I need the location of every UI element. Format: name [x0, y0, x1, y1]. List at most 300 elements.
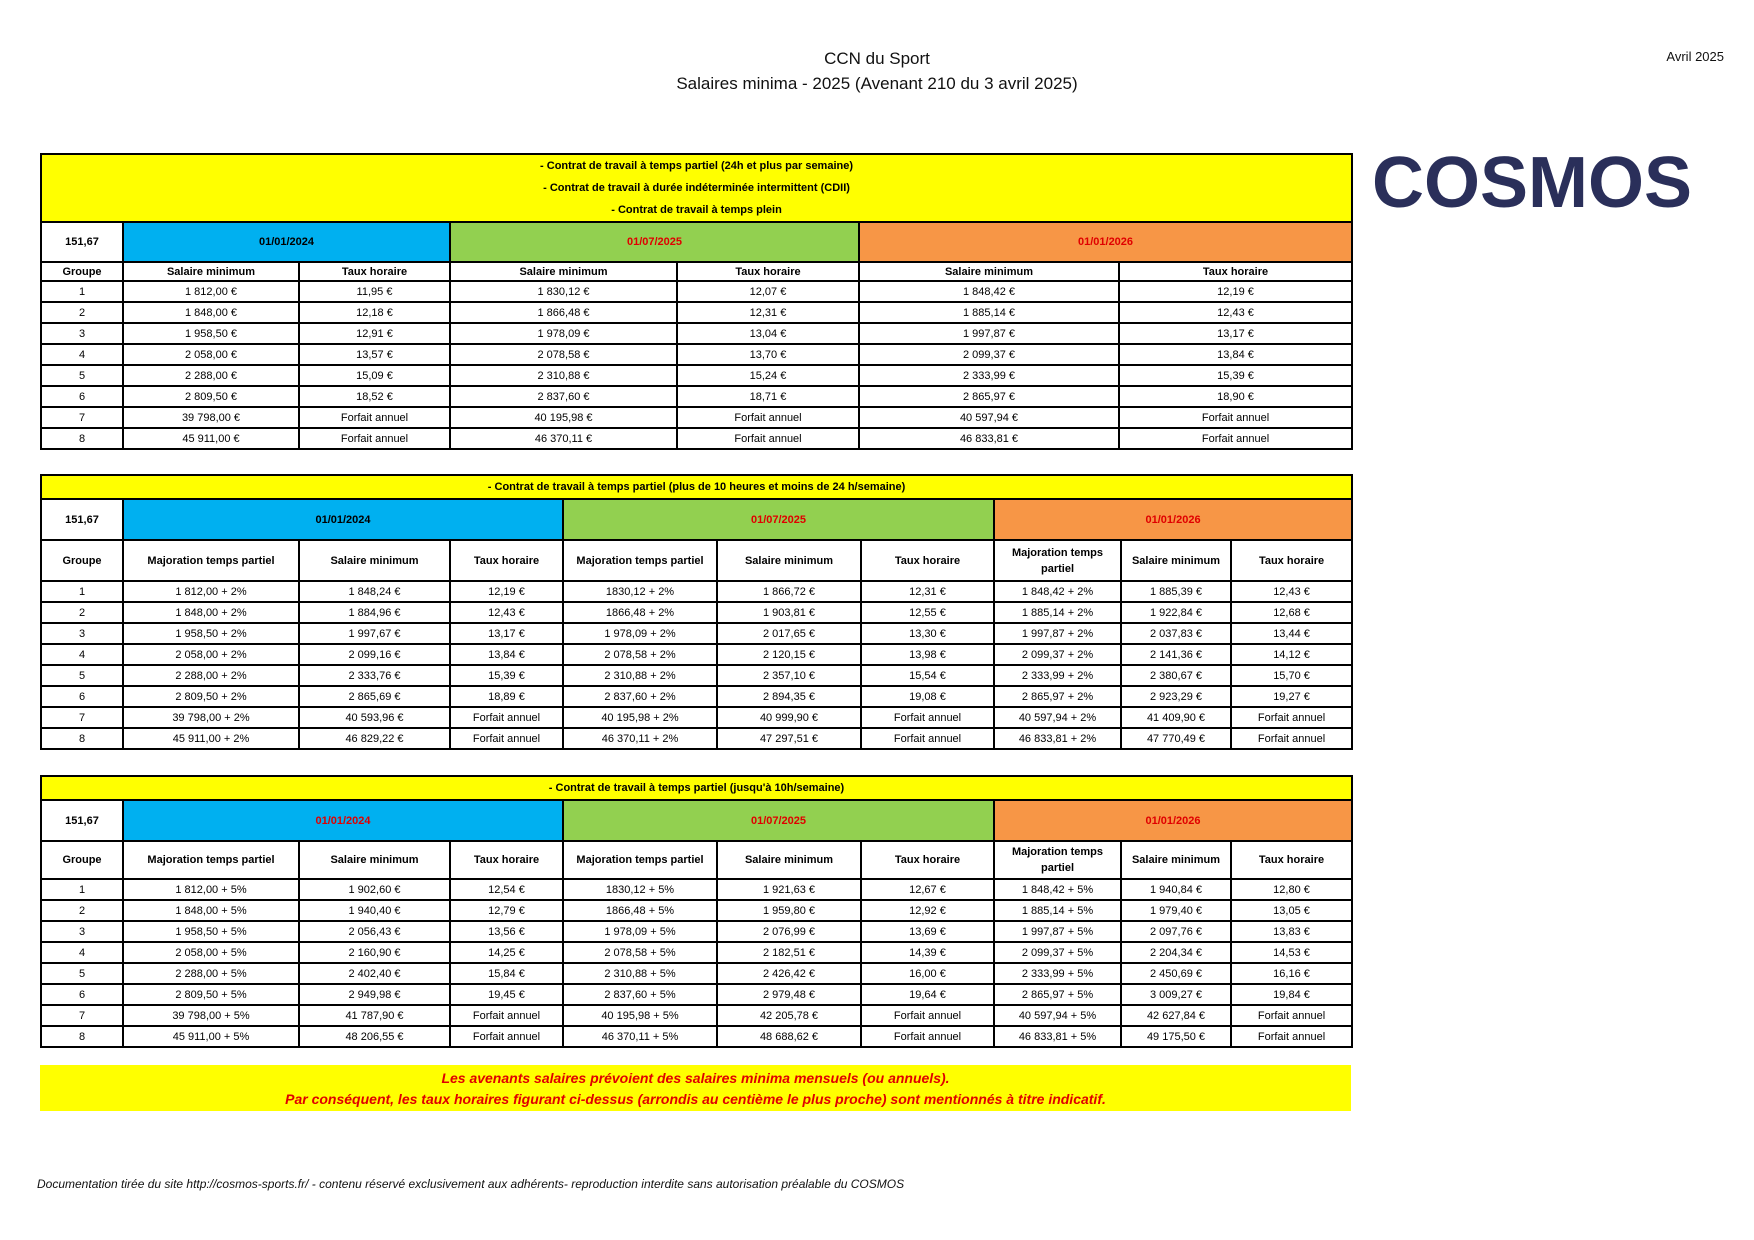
table-row [41, 602, 1352, 623]
table-cell: 2 288,00 + 2% [123, 665, 299, 686]
table-cell: 1 959,80 € [717, 900, 861, 921]
table-cell: 13,17 € [1119, 323, 1352, 344]
table-row [41, 879, 1352, 900]
table3-title-band: - Contrat de travail à temps partiel (jusqu'à 10h/semaine) [41, 776, 1352, 800]
table-cell: 2 204,34 € [1121, 942, 1231, 963]
table-cell: 12,92 € [861, 900, 994, 921]
table-cell: 12,19 € [1119, 281, 1352, 302]
table-cell: 1 848,42 € [859, 281, 1119, 302]
table-cell: 2 426,42 € [717, 963, 861, 984]
table-cell: 2 333,76 € [299, 665, 450, 686]
table-cell: 41 787,90 € [299, 1005, 450, 1026]
table-cell: 3 [41, 921, 123, 942]
table-cell: 2 288,00 + 5% [123, 963, 299, 984]
table2-title-band: - Contrat de travail à temps partiel (plus de 10 heures et moins de 24 h/semaine) [41, 475, 1352, 499]
table-cell: 2 017,65 € [717, 623, 861, 644]
table-cell: 1 866,72 € [717, 581, 861, 602]
table-cell: Forfait annuel [861, 1005, 994, 1026]
band-line: - Contrat de travail à temps plein [611, 204, 782, 216]
table-cell: 2 402,40 € [299, 963, 450, 984]
table-cell: 48 688,62 € [717, 1026, 861, 1047]
table-cell: 1 885,39 € [1121, 581, 1231, 602]
table-cell: 2 809,50 + 2% [123, 686, 299, 707]
table-cell: 40 597,94 + 2% [994, 707, 1121, 728]
footer-text: Documentation tirée du site http://cosmos-sports.fr/ - contenu réservé exclusivement aux adhérents- reproduction interdite sans autorisation préalable du COSMOS [37, 1177, 905, 1191]
table-cell: 2 076,99 € [717, 921, 861, 942]
table-cell: 48 206,55 € [299, 1026, 450, 1047]
table-cell: 12,43 € [1231, 581, 1352, 602]
table-cell: 12,43 € [450, 602, 563, 623]
disclaimer-note [40, 1065, 1351, 1111]
table-cell: 2 099,37 + 5% [994, 942, 1121, 963]
table-row [41, 623, 1352, 644]
table-cell: 1 903,81 € [717, 602, 861, 623]
date-2025: 01/07/2025 [563, 800, 994, 841]
table-cell: 13,83 € [1231, 921, 1352, 942]
table-cell: 15,84 € [450, 963, 563, 984]
column-header: Groupe [41, 841, 123, 879]
column-header: Taux horaire [1119, 262, 1352, 281]
table-row [41, 1026, 1352, 1047]
table-cell: 15,39 € [450, 665, 563, 686]
column-header: Taux horaire [450, 841, 563, 879]
table-cell: 2 099,16 € [299, 644, 450, 665]
table-cell: 14,39 € [861, 942, 994, 963]
table-cell: 40 195,98 + 5% [563, 1005, 717, 1026]
table-cell: 2 894,35 € [717, 686, 861, 707]
table-cell: 46 370,11 + 2% [563, 728, 717, 749]
table-cell: 1 997,87 € [859, 323, 1119, 344]
column-header: Majoration temps partiel [563, 841, 717, 879]
cosmos-logo [1372, 150, 1718, 216]
column-header: Salaire minimum [450, 262, 677, 281]
date-2026: 01/01/2026 [994, 499, 1352, 540]
table2-body [41, 581, 1352, 749]
column-header: Groupe [41, 262, 123, 281]
salary-table-full-time [40, 153, 1353, 450]
table-cell: 1 866,48 € [450, 302, 677, 323]
table-cell: 2 310,88 + 5% [563, 963, 717, 984]
table-cell: 2 160,90 € [299, 942, 450, 963]
table-cell: 18,71 € [677, 386, 859, 407]
table-cell: 8 [41, 1026, 123, 1047]
table-cell: 13,57 € [299, 344, 450, 365]
table-cell: 12,67 € [861, 879, 994, 900]
table-cell: 40 195,98 + 2% [563, 707, 717, 728]
table-cell: 13,44 € [1231, 623, 1352, 644]
column-header: Majoration temps partiel [563, 540, 717, 581]
table-cell: 2 865,97 + 2% [994, 686, 1121, 707]
table-cell: 2 949,98 € [299, 984, 450, 1005]
table-cell: 12,91 € [299, 323, 450, 344]
table-cell: 1 885,14 + 2% [994, 602, 1121, 623]
table-cell: 2 333,99 + 5% [994, 963, 1121, 984]
table-row [41, 984, 1352, 1005]
table-cell: 1 848,00 € [123, 302, 299, 323]
table-cell: 2 037,83 € [1121, 623, 1231, 644]
table-cell: 4 [41, 344, 123, 365]
table-cell: 15,09 € [299, 365, 450, 386]
table-cell: 2 078,58 € [450, 344, 677, 365]
table-cell: 1 [41, 281, 123, 302]
table-cell: 2 120,15 € [717, 644, 861, 665]
table-cell: Forfait annuel [677, 428, 859, 449]
table-cell: 1 885,14 + 5% [994, 900, 1121, 921]
band-line: - Contrat de travail à temps partiel (24h et plus par semaine) [540, 160, 854, 172]
table-row [41, 386, 1352, 407]
table-row [41, 581, 1352, 602]
table-cell: 49 175,50 € [1121, 1026, 1231, 1047]
date-2024: 01/01/2024 [123, 800, 563, 841]
table-cell: 13,05 € [1231, 900, 1352, 921]
table-cell: 46 370,11 € [450, 428, 677, 449]
table-cell: Forfait annuel [1231, 1005, 1352, 1026]
table-cell: 1 997,87 + 2% [994, 623, 1121, 644]
table-cell: 1866,48 + 5% [563, 900, 717, 921]
table-cell: 15,70 € [1231, 665, 1352, 686]
table-cell: 13,30 € [861, 623, 994, 644]
table-cell: 2 099,37 + 2% [994, 644, 1121, 665]
table-cell: 5 [41, 365, 123, 386]
column-header: Salaire minimum [717, 540, 861, 581]
table-cell: 46 833,81 + 2% [994, 728, 1121, 749]
table-cell: 1 848,00 + 2% [123, 602, 299, 623]
table-cell: 12,43 € [1119, 302, 1352, 323]
table-cell: 16,00 € [861, 963, 994, 984]
table-cell: 12,18 € [299, 302, 450, 323]
column-header: Taux horaire [861, 540, 994, 581]
table-cell: 1 958,50 € [123, 323, 299, 344]
table-cell: 2 099,37 € [859, 344, 1119, 365]
table-row [41, 644, 1352, 665]
table-cell: Forfait annuel [677, 407, 859, 428]
column-header: Salaire minimum [299, 540, 450, 581]
table-cell: 15,54 € [861, 665, 994, 686]
table-cell: 2 979,48 € [717, 984, 861, 1005]
table-cell: 2 310,88 + 2% [563, 665, 717, 686]
table-row [41, 281, 1352, 302]
table-cell: Forfait annuel [299, 428, 450, 449]
table-row [41, 323, 1352, 344]
table-cell: 42 205,78 € [717, 1005, 861, 1026]
table-cell: 14,12 € [1231, 644, 1352, 665]
column-header: Salaire minimum [859, 262, 1119, 281]
document-subtitle: Salaires minima - 2025 (Avenant 210 du 3 avril 2025) [676, 74, 1078, 93]
table-cell: 1 997,67 € [299, 623, 450, 644]
table-row [41, 707, 1352, 728]
column-header: Salaire minimum [1121, 540, 1231, 581]
table-cell: 45 911,00 + 2% [123, 728, 299, 749]
table-cell: 2 141,36 € [1121, 644, 1231, 665]
table-cell: 12,55 € [861, 602, 994, 623]
table-cell: 2 450,69 € [1121, 963, 1231, 984]
table-cell: 1 997,87 + 5% [994, 921, 1121, 942]
table-cell: 1 884,96 € [299, 602, 450, 623]
table-cell: 1 940,40 € [299, 900, 450, 921]
table-cell: Forfait annuel [1119, 407, 1352, 428]
table1-title-band [41, 154, 1352, 222]
table-cell: 4 [41, 644, 123, 665]
table-row [41, 407, 1352, 428]
table-cell: 39 798,00 € [123, 407, 299, 428]
table-cell: 46 370,11 + 5% [563, 1026, 717, 1047]
date-2026: 01/01/2026 [994, 800, 1352, 841]
table-row [41, 428, 1352, 449]
table-cell: Forfait annuel [1119, 428, 1352, 449]
table-cell: 1 [41, 581, 123, 602]
column-header: Majoration temps partiel [123, 841, 299, 879]
salary-table-part-time-10-24h [40, 474, 1353, 750]
hours-cell: 151,67 [41, 800, 123, 841]
table-cell: 1 848,24 € [299, 581, 450, 602]
column-header: Taux horaire [1231, 540, 1352, 581]
table-cell: 39 798,00 + 2% [123, 707, 299, 728]
table-cell: 12,19 € [450, 581, 563, 602]
table-cell: 19,84 € [1231, 984, 1352, 1005]
table-cell: 2 078,58 + 5% [563, 942, 717, 963]
table-cell: 40 195,98 € [450, 407, 677, 428]
table-cell: 2 056,43 € [299, 921, 450, 942]
table-cell: Forfait annuel [450, 707, 563, 728]
table-cell: 1 [41, 879, 123, 900]
table-cell: Forfait annuel [861, 1026, 994, 1047]
table-cell: 2 333,99 € [859, 365, 1119, 386]
table-cell: 1 922,84 € [1121, 602, 1231, 623]
table-cell: 1 958,50 + 2% [123, 623, 299, 644]
table-cell: 3 [41, 623, 123, 644]
table-cell: 2 837,60 + 5% [563, 984, 717, 1005]
table-cell: 2 058,00 + 2% [123, 644, 299, 665]
table-cell: 1 979,40 € [1121, 900, 1231, 921]
table-cell: 1 848,42 + 5% [994, 879, 1121, 900]
column-header: Salaire minimum [1121, 841, 1231, 879]
column-header: Taux horaire [450, 540, 563, 581]
table-cell: 40 597,94 + 5% [994, 1005, 1121, 1026]
table-cell: 1830,12 + 5% [563, 879, 717, 900]
table-row [41, 365, 1352, 386]
table-cell: 12,54 € [450, 879, 563, 900]
table-cell: Forfait annuel [1231, 728, 1352, 749]
table-row [41, 302, 1352, 323]
table-cell: Forfait annuel [450, 1005, 563, 1026]
table-cell: 5 [41, 665, 123, 686]
table-cell: 7 [41, 407, 123, 428]
table-cell: 2 333,99 + 2% [994, 665, 1121, 686]
table-cell: 2 809,50 € [123, 386, 299, 407]
table-cell: 1 902,60 € [299, 879, 450, 900]
table-cell: 13,84 € [450, 644, 563, 665]
table-cell: 2 078,58 + 2% [563, 644, 717, 665]
table-row [41, 942, 1352, 963]
table-cell: 13,84 € [1119, 344, 1352, 365]
table-cell: Forfait annuel [861, 728, 994, 749]
table-cell: 18,89 € [450, 686, 563, 707]
table-cell: 13,69 € [861, 921, 994, 942]
table-cell: 2 [41, 302, 123, 323]
table-cell: 41 409,90 € [1121, 707, 1231, 728]
table-cell: 1 958,50 + 5% [123, 921, 299, 942]
table-cell: 13,98 € [861, 644, 994, 665]
table-cell: 1 812,00 € [123, 281, 299, 302]
table-cell: 13,56 € [450, 921, 563, 942]
table-cell: 2 058,00 + 5% [123, 942, 299, 963]
salary-table-part-time-up-to-10h [40, 775, 1353, 1048]
table3-body [41, 879, 1352, 1047]
table1-body [41, 281, 1352, 449]
table-cell: 47 770,49 € [1121, 728, 1231, 749]
table-cell: 1 848,00 + 5% [123, 900, 299, 921]
date-2024: 01/01/2024 [123, 499, 563, 540]
table-cell: 12,68 € [1231, 602, 1352, 623]
table-cell: 1 812,00 + 2% [123, 581, 299, 602]
table-cell: 6 [41, 686, 123, 707]
table-cell: 7 [41, 1005, 123, 1026]
table-cell: 40 597,94 € [859, 407, 1119, 428]
table-cell: 12,31 € [861, 581, 994, 602]
table-cell: 45 911,00 € [123, 428, 299, 449]
table-cell: 19,64 € [861, 984, 994, 1005]
table-cell: 15,39 € [1119, 365, 1352, 386]
note-line: Par conséquent, les taux horaires figurant ci-dessus (arrondis au centième le plus proche) sont mentionnés à titre indicatif. [285, 1091, 1106, 1107]
band-line: - Contrat de travail à durée indéterminée intermittent (CDII) [543, 182, 850, 194]
table-cell: 1 978,09 + 5% [563, 921, 717, 942]
table-cell: 1 921,63 € [717, 879, 861, 900]
table-cell: 4 [41, 942, 123, 963]
table-cell: 19,45 € [450, 984, 563, 1005]
table-cell: 14,25 € [450, 942, 563, 963]
table-cell: 19,27 € [1231, 686, 1352, 707]
table-cell: 12,80 € [1231, 879, 1352, 900]
table-row [41, 686, 1352, 707]
table-cell: 2 097,76 € [1121, 921, 1231, 942]
note-line: Les avenants salaires prévoient des salaires minima mensuels (ou annuels). [441, 1070, 950, 1086]
column-header: Taux horaire [1231, 841, 1352, 879]
table-cell: Forfait annuel [450, 1026, 563, 1047]
table-cell: 6 [41, 984, 123, 1005]
table-cell: 19,08 € [861, 686, 994, 707]
table-cell: 47 297,51 € [717, 728, 861, 749]
table-row [41, 344, 1352, 365]
table-cell: Forfait annuel [450, 728, 563, 749]
table-row [41, 963, 1352, 984]
column-header: Majoration temps partiel [123, 540, 299, 581]
table-row [41, 665, 1352, 686]
table-cell: 2 923,29 € [1121, 686, 1231, 707]
date-2026: 01/01/2026 [859, 222, 1352, 262]
table-cell: 46 833,81 € [859, 428, 1119, 449]
column-header: Groupe [41, 540, 123, 581]
table-cell: 2 837,60 + 2% [563, 686, 717, 707]
table-cell: Forfait annuel [861, 707, 994, 728]
table-cell: 1 848,42 + 2% [994, 581, 1121, 602]
table-cell: 7 [41, 707, 123, 728]
table-row [41, 1005, 1352, 1026]
table-cell: 2 288,00 € [123, 365, 299, 386]
table-cell: 42 627,84 € [1121, 1005, 1231, 1026]
table-cell: 13,04 € [677, 323, 859, 344]
table-cell: 12,79 € [450, 900, 563, 921]
column-header: Salaire minimum [299, 841, 450, 879]
hours-cell: 151,67 [41, 499, 123, 540]
document-title: CCN du Sport [824, 49, 930, 68]
table-cell: 6 [41, 386, 123, 407]
table-cell: 1 885,14 € [859, 302, 1119, 323]
table-row [41, 900, 1352, 921]
table-cell: 40 593,96 € [299, 707, 450, 728]
table-cell: 12,31 € [677, 302, 859, 323]
table-row [41, 728, 1352, 749]
column-header: Taux horaire [861, 841, 994, 879]
table-cell: 45 911,00 + 5% [123, 1026, 299, 1047]
document-date: Avril 2025 [1666, 49, 1724, 64]
table-cell: 2 058,00 € [123, 344, 299, 365]
table-cell: 2 380,67 € [1121, 665, 1231, 686]
table-cell: 1 940,84 € [1121, 879, 1231, 900]
table-cell: 46 833,81 + 5% [994, 1026, 1121, 1047]
table-cell: 14,53 € [1231, 942, 1352, 963]
table-cell: 1 812,00 + 5% [123, 879, 299, 900]
table-cell: 1 830,12 € [450, 281, 677, 302]
table-cell: 13,70 € [677, 344, 859, 365]
table-cell: 2 357,10 € [717, 665, 861, 686]
table-cell: 2 [41, 900, 123, 921]
table-cell: 2 865,69 € [299, 686, 450, 707]
table-row [41, 921, 1352, 942]
table-cell: 2 837,60 € [450, 386, 677, 407]
table-cell: 2 310,88 € [450, 365, 677, 386]
table-cell: 3 [41, 323, 123, 344]
table-cell: 40 999,90 € [717, 707, 861, 728]
table-cell: 1866,48 + 2% [563, 602, 717, 623]
table-cell: Forfait annuel [1231, 1026, 1352, 1047]
table-cell: 8 [41, 428, 123, 449]
table-cell: Forfait annuel [1231, 707, 1352, 728]
table-cell: 5 [41, 963, 123, 984]
date-2025: 01/07/2025 [450, 222, 859, 262]
table-cell: Forfait annuel [299, 407, 450, 428]
table-cell: 2 182,51 € [717, 942, 861, 963]
table-cell: 3 009,27 € [1121, 984, 1231, 1005]
column-header: Salaire minimum [717, 841, 861, 879]
table-cell: 16,16 € [1231, 963, 1352, 984]
table-cell: 1830,12 + 2% [563, 581, 717, 602]
table-cell: 13,17 € [450, 623, 563, 644]
table-cell: 2 [41, 602, 123, 623]
table-cell: 18,52 € [299, 386, 450, 407]
column-header: Taux horaire [677, 262, 859, 281]
table-cell: 15,24 € [677, 365, 859, 386]
table-cell: 39 798,00 + 5% [123, 1005, 299, 1026]
date-2024: 01/01/2024 [123, 222, 450, 262]
column-header: Salaire minimum [123, 262, 299, 281]
table-cell: 8 [41, 728, 123, 749]
table-cell: 2 865,97 + 5% [994, 984, 1121, 1005]
column-header: Taux horaire [299, 262, 450, 281]
table-cell: 11,95 € [299, 281, 450, 302]
table-cell: 2 809,50 + 5% [123, 984, 299, 1005]
column-header: Majoration temps partiel [994, 841, 1121, 879]
table-cell: 1 978,09 € [450, 323, 677, 344]
hours-cell: 151,67 [41, 222, 123, 262]
table-cell: 46 829,22 € [299, 728, 450, 749]
table-cell: 2 865,97 € [859, 386, 1119, 407]
logo-text: COSMOS [1372, 150, 1693, 216]
table-cell: 1 978,09 + 2% [563, 623, 717, 644]
table-cell: 18,90 € [1119, 386, 1352, 407]
table-cell: 12,07 € [677, 281, 859, 302]
date-2025: 01/07/2025 [563, 499, 994, 540]
column-header: Majoration temps partiel [994, 540, 1121, 581]
